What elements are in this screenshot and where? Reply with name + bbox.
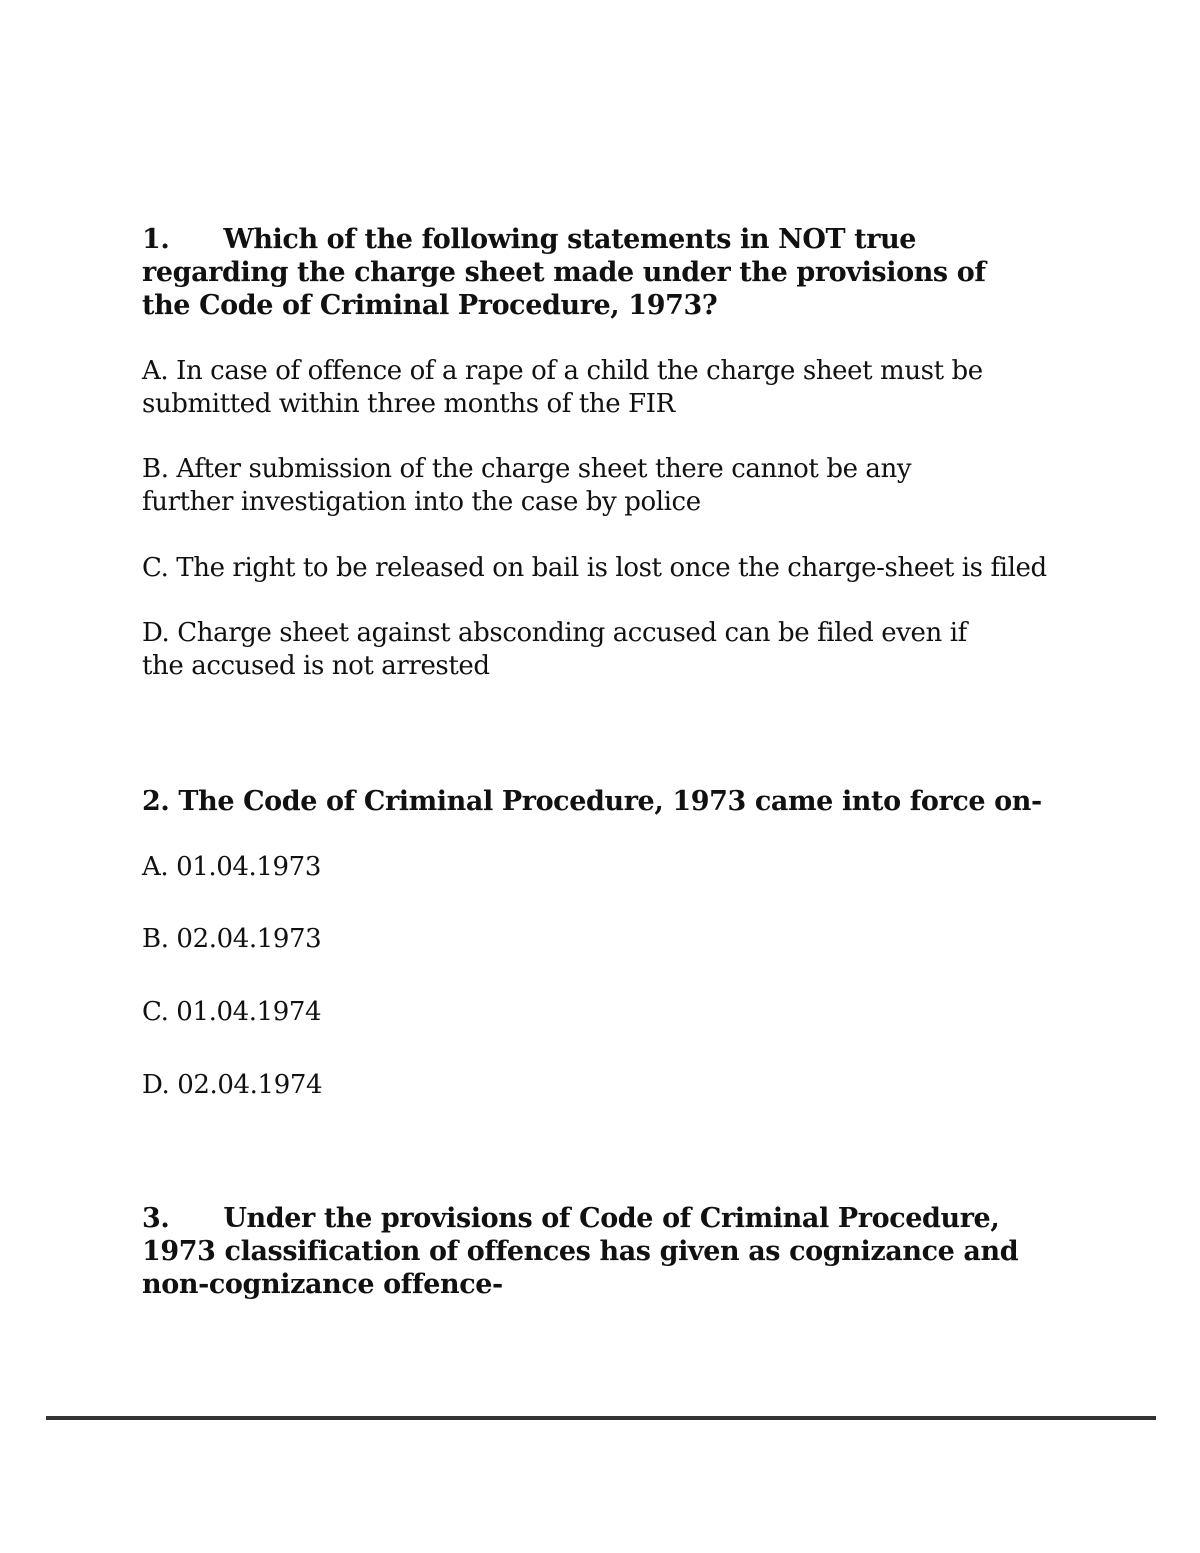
question-3-line-3: non-cognizance offence- (142, 1269, 503, 1300)
question-2 (142, 785, 1072, 818)
question-1-line-1: 1. Which of the following statements in NOT true (142, 224, 917, 255)
question-1-line-2: regarding the charge sheet made under the provisions of (142, 257, 986, 288)
question-2-option-c: C. 01.04.1974 (142, 997, 322, 1027)
question-1-option-c: C. The right to be released on bail is lost once the charge-sheet is filed (142, 553, 1047, 583)
page-divider (46, 1416, 1156, 1420)
question-2-line-1: 2. The Code of Criminal Procedure, 1973 came into force on- (142, 786, 1042, 817)
question-2-option-d: D. 02.04.1974 (142, 1070, 323, 1100)
question-2-option-b: B. 02.04.1973 (142, 924, 322, 954)
question-2-option-a: A. 01.04.1973 (142, 852, 321, 882)
question-1-option-a: A. In case of offence of a rape of a child the charge sheet must be submitted within three months of the FIR (142, 356, 983, 419)
question-3-line-1: 3. Under the provisions of Code of Criminal Procedure, (142, 1203, 1000, 1234)
question-1-number: 1. (142, 224, 170, 255)
question-1-option-b: B. After submission of the charge sheet there cannot be any further investigation into the case by police (142, 454, 912, 517)
question-3 (142, 1202, 1072, 1301)
question-2-number: 2. (142, 786, 170, 817)
question-1-line-3: the Code of Criminal Procedure, 1973? (142, 290, 718, 321)
question-3-number: 3. (142, 1203, 170, 1234)
question-1 (142, 223, 1072, 322)
question-1-option-d: D. Charge sheet against absconding accused can be filed even if the accused is not arrested (142, 618, 967, 681)
question-3-line-2: 1973 classification of offences has given as cognizance and (142, 1236, 1019, 1267)
